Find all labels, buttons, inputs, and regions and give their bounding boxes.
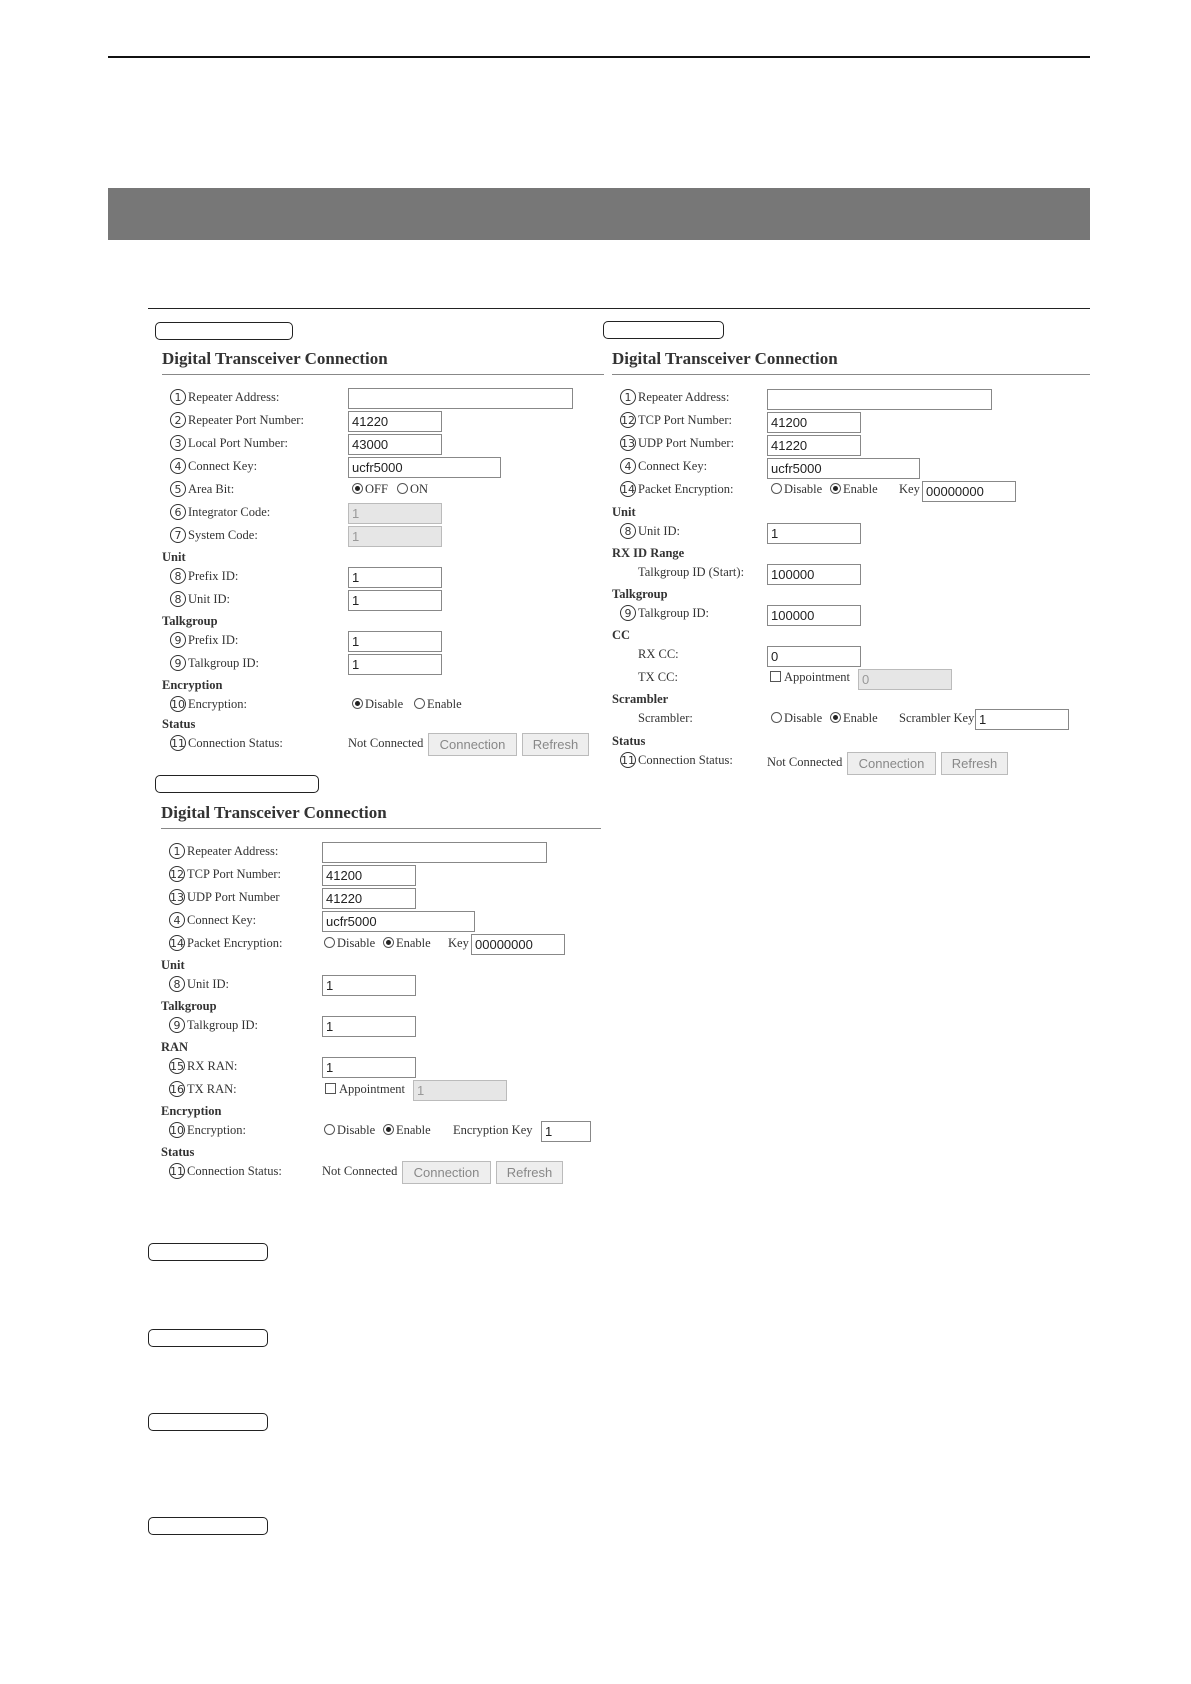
unit-id-row xyxy=(612,521,1090,543)
tx-ran-label: TX RAN: xyxy=(187,1082,237,1096)
status-row xyxy=(161,1161,601,1187)
local-port-label: Local Port Number: xyxy=(188,436,288,450)
unit-id-row xyxy=(162,589,604,611)
connect-key-row xyxy=(612,456,1090,478)
rx-ran-label: RX RAN: xyxy=(187,1059,238,1073)
tg-id-input[interactable]: 100000 xyxy=(767,605,861,626)
connect-key-label: Connect Key: xyxy=(638,459,708,473)
udp-port-input[interactable]: 41220 xyxy=(767,435,861,456)
appointment-checkbox[interactable] xyxy=(325,1083,336,1094)
callout-number: 6 xyxy=(170,504,186,520)
connection-status-value: Not Connected xyxy=(348,736,424,750)
tx-cc-label: TX CC: xyxy=(638,670,678,684)
callout-number: 14 xyxy=(170,937,184,950)
encryption-key-input[interactable]: 1 xyxy=(541,1121,591,1142)
integrator-code-label: Integrator Code: xyxy=(188,505,271,519)
tg-prefix-input[interactable]: 1 xyxy=(348,631,442,652)
scrambler-key-label: Scrambler Key xyxy=(899,711,975,725)
packet-enc-disable-option[interactable]: Disable xyxy=(324,936,375,951)
unit-id-label: Unit ID: xyxy=(187,977,230,991)
ran-heading: RAN xyxy=(161,1040,189,1054)
callout-number: 13 xyxy=(170,891,184,904)
unit-id-label: Unit ID: xyxy=(638,524,681,538)
tcp-port-row xyxy=(161,864,601,886)
section-rule xyxy=(148,308,1090,309)
unit-id-input[interactable]: 1 xyxy=(322,975,416,996)
unit-prefix-label: Prefix ID: xyxy=(188,569,239,583)
encryption-enable-option[interactable]: Enable xyxy=(414,697,462,712)
unit-id-input[interactable]: 1 xyxy=(767,523,861,544)
tcp-port-label: TCP Port Number: xyxy=(638,413,732,427)
area-bit-on-option[interactable]: ON xyxy=(397,482,428,497)
radio-selected[interactable] xyxy=(352,698,363,709)
connection-status-label: Connection Status: xyxy=(188,736,283,750)
callout-number: 1 xyxy=(620,389,636,405)
callout-number: 12 xyxy=(621,414,635,427)
encryption-disable-option[interactable]: Disable xyxy=(352,697,403,712)
talkgroup-heading: Talkgroup xyxy=(162,614,218,628)
encryption-disable-option[interactable]: Disable xyxy=(324,1123,375,1138)
connection-status-value: Not Connected xyxy=(767,755,843,769)
scrambler-heading: Scrambler xyxy=(612,692,669,706)
section-header-band xyxy=(108,188,1090,240)
tg-prefix-label: Prefix ID: xyxy=(188,633,239,647)
panel-a xyxy=(162,349,604,769)
callout-number: 1 xyxy=(169,843,185,859)
note-tag-4 xyxy=(148,1517,268,1535)
area-bit-row xyxy=(162,479,604,501)
tx-ran-row xyxy=(161,1079,601,1101)
connect-key-row xyxy=(161,910,601,932)
tg-id-row xyxy=(162,653,604,675)
packet-key-input[interactable]: 00000000 xyxy=(471,934,565,955)
radio-selected[interactable] xyxy=(383,937,394,948)
radio-selected[interactable] xyxy=(383,1124,394,1135)
panel-b-title: Digital Transceiver Connection xyxy=(161,803,387,822)
unit-heading: Unit xyxy=(612,505,636,519)
connection-button[interactable]: Connection xyxy=(847,752,936,775)
scrambler-key-input[interactable]: 1 xyxy=(975,709,1069,730)
packet-encryption-label: Packet Encryption: xyxy=(638,482,734,496)
connect-key-input[interactable]: ucfr5000 xyxy=(348,457,501,478)
panel-c-title-rule xyxy=(612,374,1090,375)
system-code-input: 1 xyxy=(348,526,442,547)
callout-number: 11 xyxy=(621,754,635,767)
scrambler-disable-option[interactable]: Disable xyxy=(771,711,822,726)
udp-port-label: UDP Port Number: xyxy=(638,436,735,450)
local-port-input[interactable]: 43000 xyxy=(348,434,442,455)
scrambler-row xyxy=(612,708,1090,730)
tg-start-label: Talkgroup ID (Start): xyxy=(638,565,745,579)
unit-prefix-input[interactable]: 1 xyxy=(348,567,442,588)
callout-number: 11 xyxy=(170,1165,184,1178)
repeater-address-row xyxy=(162,387,604,409)
callout-number: 1 xyxy=(170,389,186,405)
system-code-row xyxy=(162,525,604,547)
tg-start-row xyxy=(612,562,1090,584)
repeater-port-label: Repeater Port Number: xyxy=(188,413,304,427)
connection-status-label: Connection Status: xyxy=(638,753,733,767)
repeater-address-row xyxy=(161,841,601,863)
callout-number: 5 xyxy=(170,481,186,497)
tg-id-row xyxy=(612,603,1090,625)
rx-ran-input[interactable]: 1 xyxy=(322,1057,416,1078)
udp-port-row xyxy=(161,887,601,909)
unit-id-input[interactable]: 1 xyxy=(348,590,442,611)
scrambler-enable-option[interactable]: Enable xyxy=(830,711,878,726)
unit-prefix-row xyxy=(162,566,604,588)
connect-key-row xyxy=(162,456,604,478)
area-bit-label: Area Bit: xyxy=(188,482,235,496)
callout-number: 8 xyxy=(169,976,185,992)
connect-key-input[interactable]: ucfr5000 xyxy=(322,911,475,932)
tcp-port-row xyxy=(612,410,1090,432)
rx-cc-input[interactable]: 0 xyxy=(767,646,861,667)
encryption-heading: Encryption xyxy=(161,1104,222,1118)
packet-key-label: Key xyxy=(448,936,469,950)
packet-encryption-row xyxy=(161,933,601,955)
callout-number: 14 xyxy=(621,483,635,496)
connect-key-input[interactable]: ucfr5000 xyxy=(767,458,920,479)
callout-number: 13 xyxy=(621,437,635,450)
panel-b-tag xyxy=(155,775,319,793)
panel-a-tag xyxy=(155,322,293,340)
repeater-address-input[interactable] xyxy=(348,388,573,409)
status-heading: Status xyxy=(161,1145,195,1159)
connection-status-value: Not Connected xyxy=(322,1164,398,1178)
refresh-button[interactable]: Refresh xyxy=(941,752,1008,775)
tg-id-input[interactable]: 1 xyxy=(348,654,442,675)
callout-number: 7 xyxy=(170,527,186,543)
repeater-address-input[interactable] xyxy=(322,842,547,863)
radio-unselected[interactable] xyxy=(397,483,408,494)
callout-number: 8 xyxy=(170,568,186,584)
udp-port-input[interactable]: 41220 xyxy=(322,888,416,909)
area-bit-off-option[interactable]: OFF xyxy=(352,482,388,497)
callout-number: 8 xyxy=(620,523,636,539)
status-heading: Status xyxy=(612,734,646,748)
note-tag-1 xyxy=(148,1243,268,1261)
radio-unselected[interactable] xyxy=(771,483,782,494)
callout-number: 4 xyxy=(620,458,636,474)
callout-number: 4 xyxy=(169,912,185,928)
unit-heading: Unit xyxy=(161,958,185,972)
repeater-address-label: Repeater Address: xyxy=(188,390,280,404)
refresh-button[interactable]: Refresh xyxy=(522,733,589,756)
radio-selected[interactable] xyxy=(352,483,363,494)
callout-number: 11 xyxy=(171,737,185,750)
rx-ran-row xyxy=(161,1056,601,1078)
tg-id-input[interactable]: 1 xyxy=(322,1016,416,1037)
encryption-label: Encryption: xyxy=(187,1123,247,1137)
tcp-port-label: TCP Port Number: xyxy=(187,867,281,881)
tx-ran-input: 1 xyxy=(413,1080,507,1101)
tg-start-input[interactable]: 100000 xyxy=(767,564,861,585)
callout-number: 9 xyxy=(620,605,636,621)
encryption-row xyxy=(162,694,604,716)
panel-c-tag xyxy=(603,321,724,339)
scrambler-label: Scrambler: xyxy=(638,711,693,725)
radio-selected[interactable] xyxy=(830,483,841,494)
repeater-address-row xyxy=(612,387,1090,409)
note-tag-2 xyxy=(148,1329,268,1347)
talkgroup-heading: Talkgroup xyxy=(612,587,668,601)
tx-cc-row xyxy=(612,667,1090,689)
packet-encryption-row xyxy=(612,479,1090,501)
connection-button[interactable]: Connection xyxy=(402,1161,491,1184)
repeater-address-label: Repeater Address: xyxy=(638,390,730,404)
refresh-button[interactable]: Refresh xyxy=(496,1161,563,1184)
appointment-checkbox[interactable] xyxy=(770,671,781,682)
repeater-address-input[interactable] xyxy=(767,389,992,410)
integrator-code-row xyxy=(162,502,604,524)
packet-enc-disable-option[interactable]: Disable xyxy=(771,482,822,497)
callout-number: 10 xyxy=(171,698,185,711)
tg-prefix-row xyxy=(162,630,604,652)
tg-id-label: Talkgroup ID: xyxy=(187,1018,258,1032)
unit-heading: Unit xyxy=(162,550,186,564)
connect-key-label: Connect Key: xyxy=(187,913,257,927)
packet-key-label: Key xyxy=(899,482,920,496)
encryption-key-label: Encryption Key xyxy=(453,1123,533,1137)
callout-number: 9 xyxy=(169,1017,185,1033)
callout-number: 15 xyxy=(170,1060,184,1073)
packet-enc-enable-option[interactable]: Enable xyxy=(383,936,431,951)
encryption-label: Encryption: xyxy=(188,697,248,711)
repeater-port-row xyxy=(162,410,604,432)
connection-button[interactable]: Connection xyxy=(428,733,517,756)
tx-cc-appointment-option[interactable]: Appointment xyxy=(770,670,850,685)
unit-id-label: Unit ID: xyxy=(188,592,231,606)
callout-number: 12 xyxy=(170,868,184,881)
status-heading: Status xyxy=(162,717,196,731)
panel-c xyxy=(612,349,1090,779)
packet-enc-enable-option[interactable]: Enable xyxy=(830,482,878,497)
radio-selected[interactable] xyxy=(830,712,841,723)
udp-port-label: UDP Port Number xyxy=(187,890,280,904)
callout-number: 9 xyxy=(170,632,186,648)
tx-cc-input: 0 xyxy=(858,669,952,690)
panel-c-title: Digital Transceiver Connection xyxy=(612,349,838,368)
callout-number: 9 xyxy=(170,655,186,671)
encryption-row xyxy=(161,1120,601,1142)
rx-cc-label: RX CC: xyxy=(638,647,679,661)
encryption-enable-option[interactable]: Enable xyxy=(383,1123,431,1138)
cc-heading: CC xyxy=(612,628,631,642)
tg-id-row xyxy=(161,1015,601,1037)
system-code-label: System Code: xyxy=(188,528,258,542)
panel-a-title-rule xyxy=(162,374,604,375)
packet-encryption-label: Packet Encryption: xyxy=(187,936,283,950)
tcp-port-input[interactable]: 41200 xyxy=(767,412,861,433)
callout-number: 10 xyxy=(170,1124,184,1137)
status-row xyxy=(162,733,604,759)
udp-port-row xyxy=(612,433,1090,455)
panel-b xyxy=(161,803,601,1193)
callout-number: 8 xyxy=(170,591,186,607)
repeater-address-label: Repeater Address: xyxy=(187,844,279,858)
unit-id-row xyxy=(161,974,601,996)
local-port-row xyxy=(162,433,604,455)
callout-number: 3 xyxy=(170,435,186,451)
rx-cc-row xyxy=(612,644,1090,666)
note-tag-3 xyxy=(148,1413,268,1431)
connection-status-label: Connection Status: xyxy=(187,1164,282,1178)
callout-number: 4 xyxy=(170,458,186,474)
tg-id-label: Talkgroup ID: xyxy=(638,606,709,620)
top-rule xyxy=(108,56,1090,58)
repeater-port-input[interactable]: 41220 xyxy=(348,411,442,432)
radio-unselected[interactable] xyxy=(324,937,335,948)
encryption-heading: Encryption xyxy=(162,678,223,692)
panel-b-title-rule xyxy=(161,828,601,829)
tg-id-label: Talkgroup ID: xyxy=(188,656,259,670)
tx-ran-appointment-option[interactable]: Appointment xyxy=(325,1082,405,1097)
radio-unselected[interactable] xyxy=(771,712,782,723)
rx-id-range-heading: RX ID Range xyxy=(612,546,685,560)
callout-number: 2 xyxy=(170,412,186,428)
callout-number: 16 xyxy=(170,1083,184,1096)
radio-unselected[interactable] xyxy=(324,1124,335,1135)
panel-a-title: Digital Transceiver Connection xyxy=(162,349,388,368)
status-row xyxy=(612,750,1090,776)
tcp-port-input[interactable]: 41200 xyxy=(322,865,416,886)
radio-unselected[interactable] xyxy=(414,698,425,709)
connect-key-label: Connect Key: xyxy=(188,459,258,473)
talkgroup-heading: Talkgroup xyxy=(161,999,217,1013)
integrator-code-input: 1 xyxy=(348,503,442,524)
packet-key-input[interactable]: 00000000 xyxy=(922,481,1016,502)
